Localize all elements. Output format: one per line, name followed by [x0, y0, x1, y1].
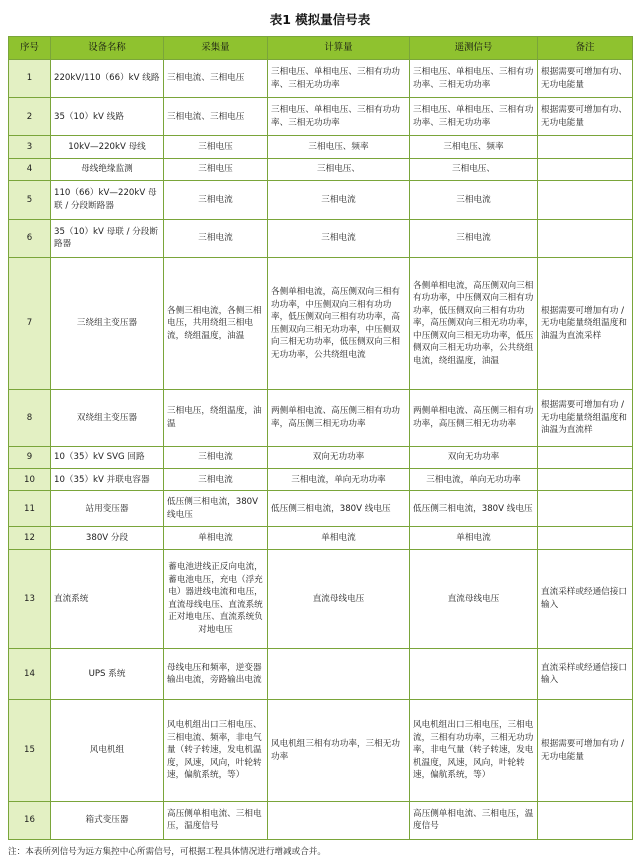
cell-collect: 高压侧单相电流、三相电压，温度信号	[164, 801, 268, 839]
cell-no: 8	[9, 390, 51, 446]
table-row	[9, 549, 633, 648]
cell-device: 10（35）kV SVG 回路	[51, 446, 164, 468]
cell-no: 3	[9, 136, 51, 158]
cell-device: 母线绝缘监测	[51, 158, 164, 180]
table-row	[9, 98, 633, 136]
header-note: 备注	[538, 37, 633, 60]
cell-device: 双绕组主变压器	[51, 390, 164, 446]
cell-telemetry: 各侧单相电流，高压侧双向三相有功功率，中压侧双向三相有功功率，低压侧双向三相有功功率，高压侧双向三相无功功率，中压侧双向三相无功功率，低压侧双向三相无功功率，公共绕组电流，绕组温度，油温	[410, 257, 538, 390]
cell-telemetry: 单相电流	[410, 527, 538, 549]
table-row	[9, 136, 633, 158]
cell-calc: 三相电压、	[268, 158, 410, 180]
cell-note: 根据需要可增加有功 / 无功电能量绕组温度和油温为直流样	[538, 390, 633, 446]
cell-calc: 三相电流	[268, 181, 410, 219]
cell-no: 6	[9, 219, 51, 257]
table-row	[9, 700, 633, 801]
cell-device: 风电机组	[51, 700, 164, 801]
table-row	[9, 801, 633, 839]
cell-collect: 三相电流	[164, 446, 268, 468]
cell-collect: 风电机组出口三相电压、三相电流、频率，非电气量（转子转速，发电机温度，风速，风向，叶轮转速，偏航系统，等）	[164, 700, 268, 801]
cell-telemetry: 低压侧三相电流，380V 线电压	[410, 491, 538, 527]
table-row	[9, 446, 633, 468]
table-body	[9, 60, 633, 840]
cell-collect: 三相电压	[164, 158, 268, 180]
cell-telemetry: 三相电压、频率	[410, 136, 538, 158]
footnote: 注：本表所列信号为远方集控中心所需信号，可根据工程具体情况进行增减或合并。	[8, 847, 326, 857]
cell-no: 10	[9, 469, 51, 491]
cell-note	[538, 136, 633, 158]
cell-calc: 三相电流，单向无功功率	[268, 469, 410, 491]
cell-note	[538, 469, 633, 491]
cell-calc: 三相电压、单相电压、三相有功功率、三相无功功率	[268, 98, 410, 136]
cell-calc: 两侧单相电流、高压侧三相有功功率，高压侧三相无功功率	[268, 390, 410, 446]
table-row	[9, 527, 633, 549]
cell-calc: 单相电流	[268, 527, 410, 549]
cell-note	[538, 446, 633, 468]
cell-device: UPS 系统	[51, 648, 164, 700]
cell-calc	[268, 801, 410, 839]
cell-calc: 双向无功功率	[268, 446, 410, 468]
cell-telemetry: 高压侧单相电流、三相电压，温度信号	[410, 801, 538, 839]
cell-no: 9	[9, 446, 51, 468]
cell-telemetry: 两侧单相电流、高压侧三相有功功率，高压侧三相无功功率	[410, 390, 538, 446]
cell-collect: 三相电压，绕组温度，油温	[164, 390, 268, 446]
cell-device: 220kV/110（66）kV 线路	[51, 60, 164, 98]
cell-collect: 三相电流	[164, 219, 268, 257]
cell-note	[538, 801, 633, 839]
cell-no: 4	[9, 158, 51, 180]
cell-telemetry: 风电机组出口三相电压，三相电流，三相有功功率，三相无功功率，非电气量（转子转速，发电机温度，风速，风向，叶轮转速，偏航系统，等）	[410, 700, 538, 801]
cell-no: 14	[9, 648, 51, 700]
cell-telemetry: 直流母线电压	[410, 549, 538, 648]
table-row	[9, 491, 633, 527]
cell-telemetry: 三相电压、单相电压、三相有功功率、三相无功功率	[410, 98, 538, 136]
cell-device: 35（10）kV 线路	[51, 98, 164, 136]
cell-calc: 三相电流	[268, 219, 410, 257]
header-calc: 计算量	[268, 37, 410, 60]
cell-collect: 单相电流	[164, 527, 268, 549]
table-row	[9, 60, 633, 98]
cell-collect: 三相电流	[164, 469, 268, 491]
cell-device: 10（35）kV 并联电容器	[51, 469, 164, 491]
table-row	[9, 469, 633, 491]
cell-device: 380V 分段	[51, 527, 164, 549]
cell-telemetry	[410, 648, 538, 700]
table-row	[9, 158, 633, 180]
cell-note: 根据需要可增加有功、无功电能量	[538, 60, 633, 98]
cell-note: 直流采样或经通信接口输入	[538, 549, 633, 648]
cell-no: 13	[9, 549, 51, 648]
cell-calc: 三相电压、频率	[268, 136, 410, 158]
cell-device: 三绕组主变压器	[51, 257, 164, 390]
header-collect: 采集量	[164, 37, 268, 60]
cell-device: 箱式变压器	[51, 801, 164, 839]
cell-calc: 各侧单相电流，高压侧双向三相有功功率，中压侧双向三相有功功率，低压侧双向三相有功功率，高压侧双向三相无功功率，中压侧双向三相无功功率，低压侧双向三相无功功率，公共绕组电流	[268, 257, 410, 390]
cell-no: 15	[9, 700, 51, 801]
cell-calc: 风电机组三相有功功率，三相无功功率	[268, 700, 410, 801]
header-telemetry: 遥测信号	[410, 37, 538, 60]
header-no: 序号	[9, 37, 51, 60]
cell-calc	[268, 648, 410, 700]
cell-collect: 母线电压和频率，逆变器输出电流，旁路输出电流	[164, 648, 268, 700]
cell-note	[538, 158, 633, 180]
cell-note: 根据需要可增加有功 / 无功电能量	[538, 700, 633, 801]
table-row	[9, 181, 633, 219]
cell-no: 7	[9, 257, 51, 390]
header-device: 设备名称	[51, 37, 164, 60]
cell-calc: 低压侧三相电流，380V 线电压	[268, 491, 410, 527]
cell-telemetry: 三相电压、单相电压、三相有功功率、三相无功功率	[410, 60, 538, 98]
cell-telemetry: 三相电流	[410, 219, 538, 257]
cell-no: 1	[9, 60, 51, 98]
cell-no: 12	[9, 527, 51, 549]
table-row	[9, 648, 633, 700]
analog-signal-table	[8, 36, 633, 840]
table-title: 表1 模拟量信号表	[269, 12, 371, 27]
cell-note: 根据需要可增加有功、无功电能量	[538, 98, 633, 136]
cell-collect: 三相电流	[164, 181, 268, 219]
cell-collect: 三相电流、三相电压	[164, 98, 268, 136]
cell-telemetry: 三相电流	[410, 181, 538, 219]
cell-telemetry: 三相电压、	[410, 158, 538, 180]
cell-calc: 三相电压、单相电压、三相有功功率、三相无功功率	[268, 60, 410, 98]
cell-device: 110（66）kV—220kV 母联 / 分段断路器	[51, 181, 164, 219]
cell-device: 直流系统	[51, 549, 164, 648]
cell-device: 35（10）kV 母联 / 分段断路器	[51, 219, 164, 257]
cell-collect: 三相电流、三相电压	[164, 60, 268, 98]
cell-no: 11	[9, 491, 51, 527]
cell-note	[538, 219, 633, 257]
table-row	[9, 219, 633, 257]
table-row	[9, 257, 633, 390]
cell-collect: 蓄电池进线正反向电流，蓄电池电压，充电（浮充电）器进线电流和电压，直流母线电压、直流系统正对地电压、直流系统负对地电压	[164, 549, 268, 648]
cell-note	[538, 181, 633, 219]
cell-no: 5	[9, 181, 51, 219]
cell-note	[538, 527, 633, 549]
cell-note: 根据需要可增加有功 / 无功电能量绕组温度和油温为直流采样	[538, 257, 633, 390]
cell-collect: 三相电压	[164, 136, 268, 158]
cell-telemetry: 三相电流，单向无功功率	[410, 469, 538, 491]
cell-collect: 各侧三相电流，各侧三相电压，共用绕组三相电流，绕组温度，油温	[164, 257, 268, 390]
cell-telemetry: 双向无功功率	[410, 446, 538, 468]
table-row	[9, 390, 633, 446]
cell-device: 10kV—220kV 母线	[51, 136, 164, 158]
cell-note	[538, 491, 633, 527]
cell-note: 直流采样或经通信接口输入	[538, 648, 633, 700]
cell-calc: 直流母线电压	[268, 549, 410, 648]
cell-no: 16	[9, 801, 51, 839]
header-row	[9, 37, 633, 60]
cell-no: 2	[9, 98, 51, 136]
cell-device: 站用变压器	[51, 491, 164, 527]
cell-collect: 低压侧三相电流，380V 线电压	[164, 491, 268, 527]
